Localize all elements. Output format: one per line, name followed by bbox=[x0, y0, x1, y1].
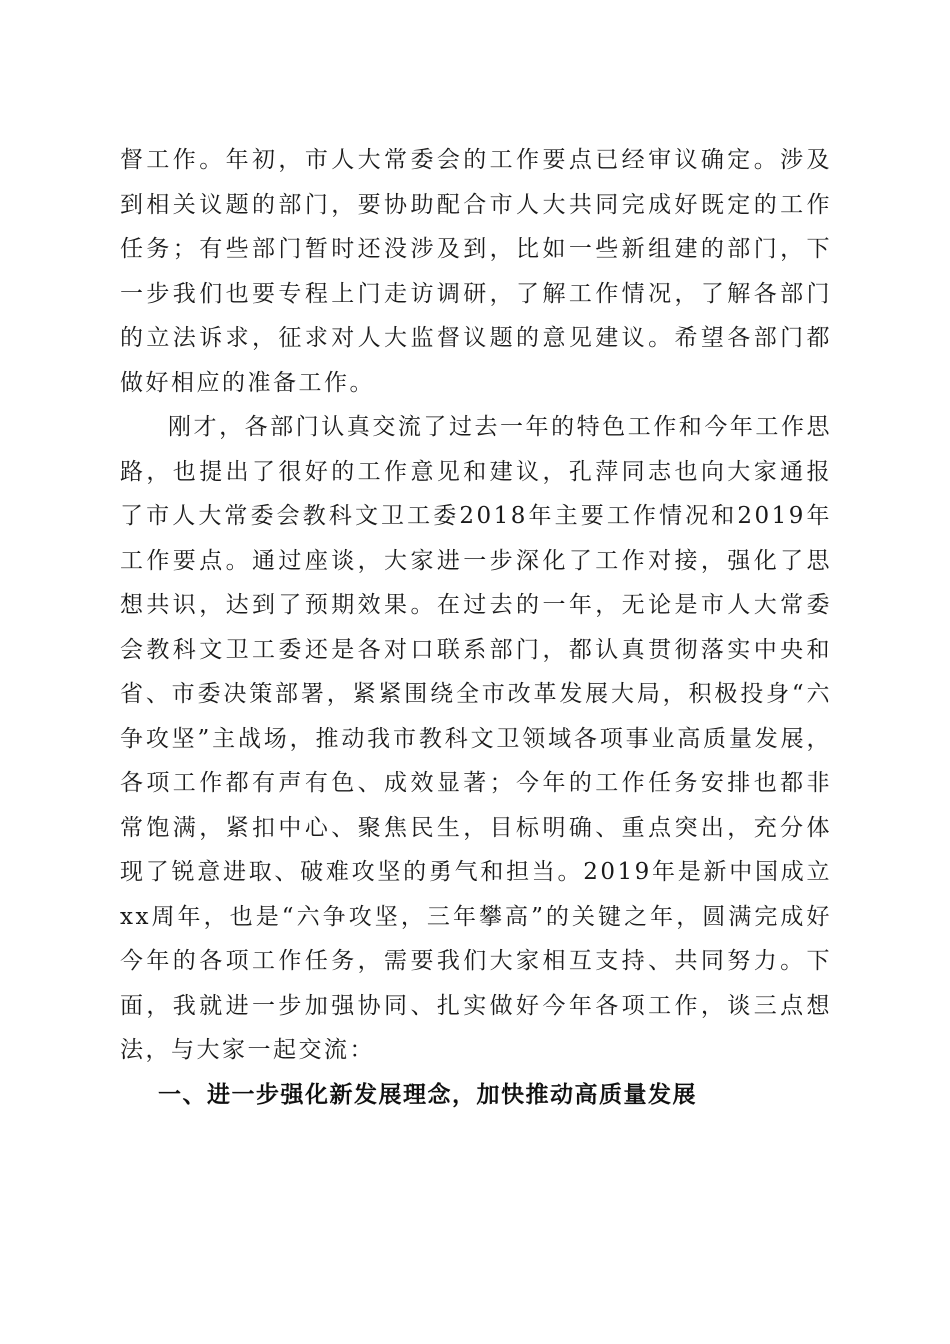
document-body bbox=[120, 138, 832, 1117]
paragraph-main: 刚才，各部门认真交流了过去一年的特色工作和今年工作思路，也提出了很好的工作意见和建议，孔萍同志也向大家通报了市人大常委会教科文卫工委2018年主要工作情况和2019年工作要点。通过座谈，大家进一步深化了工作对接，强化了思想共识，达到了预期效果。在过去的一年，无论是市人大常委会教科文卫工委还是各对口联系部门，都认真贯彻落实中央和省、市委决策部署，紧紧围绕全市改革发展大局，积极投身“六争攻坚”主战场，推动我市教科文卫领域各项事业高质量发展，各项工作都有声有色、成效显著；今年的工作任务安排也都非常饱满，紧扣中心、聚焦民生，目标明确、重点突出，充分体现了锐意进取、破难攻坚的勇气和担当。2019年是新中国成立xx周年，也是“六争攻坚，三年攀高”的关键之年，圆满完成好今年的各项工作任务，需要我们大家相互支持、共同努力。下面，我就进一步加强协同、扎实做好今年各项工作，谈三点想法，与大家一起交流： bbox=[120, 414, 832, 1063]
paragraph-continuation: 督工作。年初，市人大常委会的工作要点已经审议确定。涉及到相关议题的部门，要协助配合市人大共同完成好既定的工作任务；有些部门暂时还没涉及到，比如一些新组建的部门，下一步我们也要专程上门走访调研，了解工作情况，了解各部门的立法诉求，征求对人大监督议题的意见建议。希望各部门都做好相应的准备工作。 bbox=[120, 147, 832, 396]
section-heading: 一、进一步强化新发展理念，加快推动高质量发展 bbox=[158, 1081, 697, 1108]
